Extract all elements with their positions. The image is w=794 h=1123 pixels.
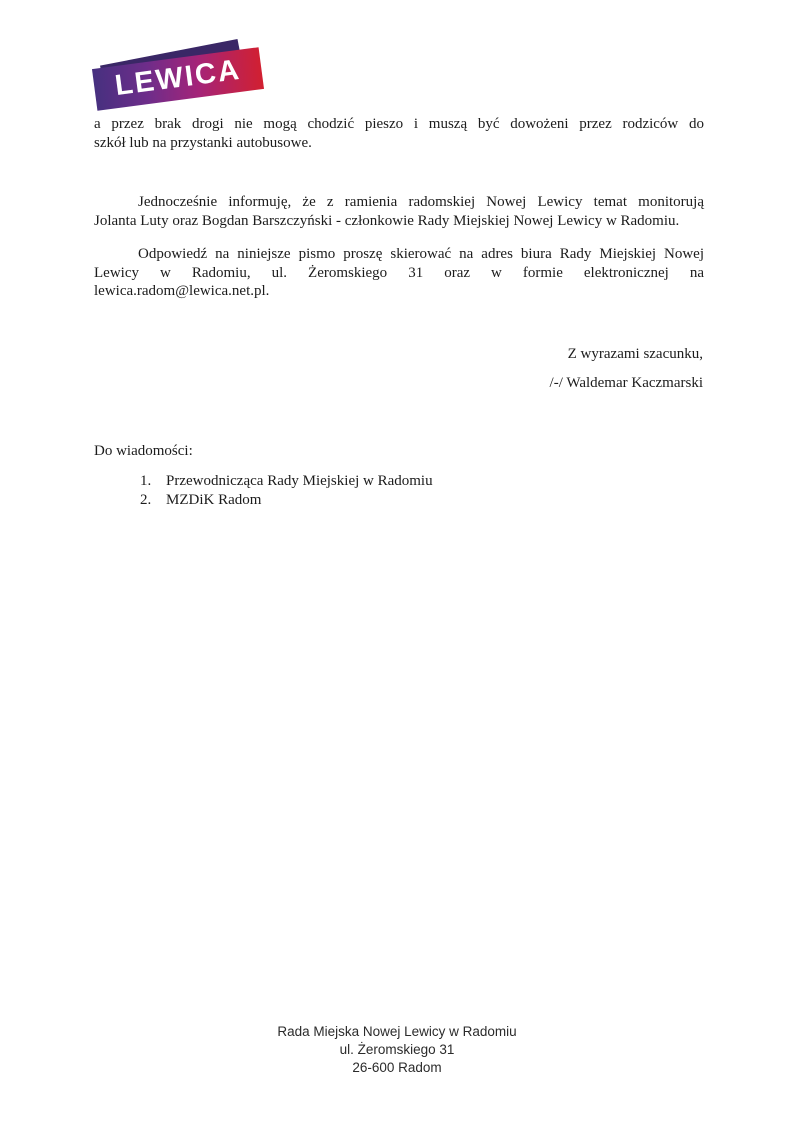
paragraph-1-line-1: a przez brak drogi nie mogą chodzić pieszo i muszą być dowożeni przez rodziców do [94, 116, 704, 132]
paragraph-1-line-2: szkół lub na przystanki autobusowe. [94, 134, 312, 151]
logo-banner [92, 47, 264, 111]
cc-item-1-number: 1. [140, 473, 152, 489]
cc-item-2 [140, 491, 433, 510]
signatory-name: /-/ Waldemar Kaczmarski [549, 375, 703, 391]
letter-footer [0, 1023, 794, 1077]
paragraph-2-line-1: Jednocześnie informuję, że z ramienia radomskiej Nowej Lewicy temat monitorują [138, 194, 704, 210]
cc-item-2-number: 2. [140, 492, 152, 508]
paragraph-1 [94, 115, 704, 152]
cc-heading: Do wiadomości: [94, 443, 193, 459]
paragraph-3-line-3 email-address: lewica.radom@lewica.net.pl. [94, 283, 270, 299]
paragraph-3-line-1: Odpowiedź na niniejsze pismo proszę skierować na adres biura Rady Miejskiej Nowej [138, 246, 704, 262]
footer-city: 26-600 Radom [352, 1060, 442, 1075]
footer-organization: Rada Miejska Nowej Lewicy w Radomiu [277, 1024, 517, 1039]
cc-item-1-label: Przewodnicząca Rady Miejskiej w Radomiu [166, 473, 433, 489]
paragraph-3 [94, 245, 704, 301]
cc-item-1 [140, 472, 433, 491]
logo-wordmark: LEWICA [113, 53, 243, 102]
closing-phrase: Z wyrazami szacunku, [567, 346, 703, 362]
cc-item-2-label: MZDiK Radom [166, 492, 262, 508]
paragraph-3-line-2: Lewicy w Radomiu, ul. Żeromskiego 31 oraz w formie elektronicznej na [94, 264, 704, 281]
paragraph-2-line-2: Jolanta Luty oraz Bogdan Barszczyński - członkowie Rady Miejskiej Nowej Lewicy w Radomiu. [94, 212, 680, 229]
lewica-logo [92, 40, 277, 118]
paragraph-2 [94, 193, 704, 230]
signature-block [550, 345, 703, 393]
footer-street: ul. Żeromskiego 31 [339, 1042, 455, 1057]
cc-list [140, 472, 433, 510]
